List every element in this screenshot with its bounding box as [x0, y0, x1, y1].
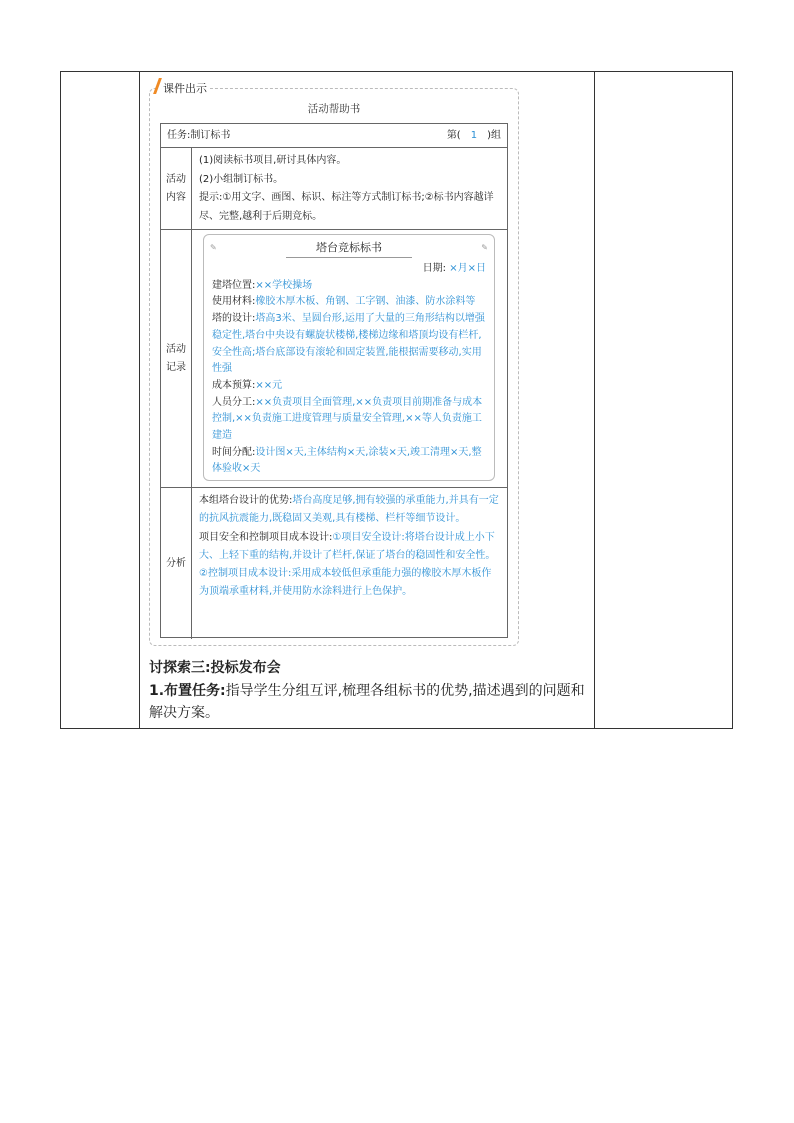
bid-item: 建塔位置:××学校操场	[212, 279, 313, 291]
record-row	[161, 230, 507, 488]
column-divider	[139, 72, 140, 728]
courseware-card	[149, 82, 519, 646]
task-paragraph: 1.布置任务:指导学生分组互评,梳理各组标书的优势,描述遇到的问题和解决方案。	[149, 683, 585, 721]
bid-date: 日期: ×月×日	[422, 263, 486, 274]
courseware-tag: 课件出示	[160, 80, 210, 96]
tag-accent-icon	[153, 78, 162, 94]
group-number: 第( 1 )组	[446, 130, 501, 141]
lesson-table	[60, 71, 733, 729]
record-label: 活动记录	[161, 230, 192, 487]
content-label: 活动内容	[161, 148, 192, 229]
card-title: 活动帮助书	[307, 103, 361, 115]
bid-item: 时间分配:设计图×天,主体结构×天,涂装×天,竣工清理×天,整体验收×天	[212, 446, 482, 475]
content-row	[161, 148, 507, 230]
pin-icon: ✎	[481, 243, 488, 252]
content-text: (1)阅读标书项目,研讨具体内容。 (2)小组制订标书。 提示:①用文字、画图、标识、标注等方式制订标书;②标书内容越详尽、完整,越利于后期竞标。	[199, 155, 494, 222]
task-label: 任务:制订标书	[167, 130, 231, 141]
section-heading: 讨探索三:投标发布会	[149, 660, 281, 676]
pin-icon: ✎	[210, 243, 217, 252]
bid-items	[204, 278, 494, 478]
bid-document	[203, 234, 495, 481]
analysis-text: 本组塔台设计的优势:塔台高度足够,拥有较强的承重能力,并具有一定的抗风抗震能力,既稳固又美观,具有楼梯、栏杆等细节设计。 项目安全和控制项目成本设计:①项目安全设计:将塔台设计成上小下大、上轻下重的结构,并设计了栏杆,保证了塔台的稳固性和安全性。 ②控制项目成本设计:采用成本较低但承重能力强的橡胶木厚木板作为顶端承重材料,并使用防水涂料进行上色保护。	[199, 495, 499, 598]
task-row	[161, 124, 507, 148]
bid-item: 塔的设计:塔高3米、呈圆台形,运用了大量的三角形结构以增强稳定性,塔台中央设有螺旋状楼梯,楼梯边缘和塔顶均设有栏杆,安全性高;塔台底部设有滚轮和固定装置,能根据需要移动,实用性强	[212, 313, 485, 375]
analysis-row	[161, 488, 507, 639]
column-divider	[594, 72, 595, 728]
activity-form	[160, 123, 508, 638]
bid-item: 成本预算:××元	[212, 379, 283, 391]
analysis-label: 分析	[161, 488, 192, 639]
bid-item: 使用材料:橡胶木厚木板、角钢、工字钢、油漆、防水涂料等	[212, 296, 476, 308]
bid-item: 人员分工:××负责项目全面管理,××负责项目前期准备与成本控制,××负责施工进度管理与质量安全管理,××等人负责施工建造	[212, 396, 483, 442]
bid-title: 塔台竞标标书	[204, 241, 494, 258]
